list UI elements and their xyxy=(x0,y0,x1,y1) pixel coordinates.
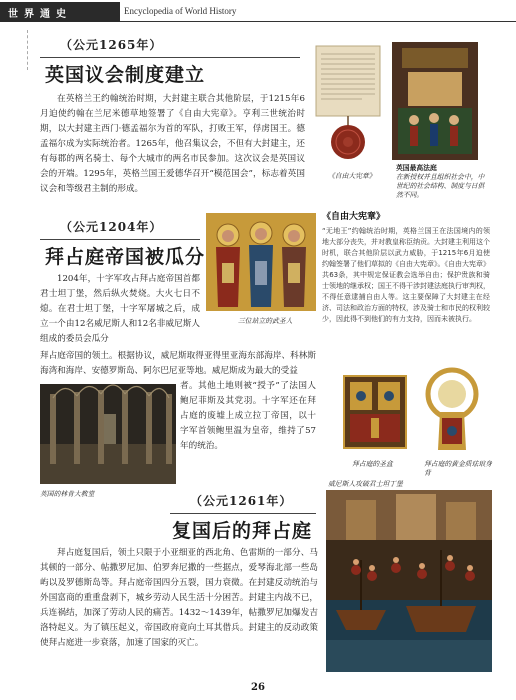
section3-rule xyxy=(170,513,316,514)
header-subtitle: Encyclopedia of World History xyxy=(124,6,237,16)
court-caption-title: 英国最高法庭 xyxy=(396,164,437,172)
cathedral-caption: 英国的林肯大教堂 xyxy=(40,490,95,498)
page-number: 26 xyxy=(251,682,265,693)
siege-image xyxy=(326,490,492,672)
medallion-image xyxy=(420,364,484,456)
section2-body-full: 拜占庭帝国的领土。根据协议，威尼斯取得亚得里亚海东部海岸、科林斯海湾和海岸、安德罗斯岛、阿尔巴尼亚等地。威尼斯成为最大的受益 xyxy=(40,351,316,376)
margin-ornament xyxy=(10,30,28,70)
sidebar-magna-carta xyxy=(322,212,490,325)
charter-image xyxy=(312,44,384,164)
court-image xyxy=(392,42,478,160)
saints-image xyxy=(206,213,316,311)
header-rule xyxy=(120,21,516,22)
court-caption xyxy=(396,164,488,200)
section1-rule xyxy=(40,57,300,58)
section3-body: 拜占庭复国后，领土只限于小亚细亚的西北角、色雷斯的一部分、马其顿的一部分、帖撒罗尼加、伯罗奔尼撒的一些据点，爱琴海北部一些岛屿以及罗德斯岛等。拜占庭帝国四分五裂，国力衰微。在封建反动统治与外国富商的重重盘剥下，城乡劳动人民生活十分困苦。封建主内战不已，兵连祸结，加深了劳动人民的痛苦。1432～1439年，帖撒罗尼加爆发吉洛特起义。为了镇压起义，帝国政府竟向土耳其借兵。封建主的反动政策使拜占庭进一步衰落，加速了国家的灭亡。 xyxy=(40,548,318,648)
header-band-text: 世界通史 xyxy=(8,9,72,20)
section1-year: （公元1265年） xyxy=(60,38,163,52)
medallion-caption: 拜占庭的黄金质珐琅身背 xyxy=(424,460,492,477)
siege-caption: 威尼斯人攻破君士坦丁堡 xyxy=(328,480,403,488)
section2-year: （公元1204年） xyxy=(60,220,163,234)
reliquary-caption: 拜占庭的圣盒 xyxy=(352,460,393,468)
section2-title: 拜占庭帝国被瓜分 xyxy=(45,246,206,268)
charter-caption: 《自由大宪章》 xyxy=(328,172,376,180)
section3-year: （公元1261年） xyxy=(190,494,293,508)
section2-body-right: 者。其他土地则被“授予”了法国人鲍尼菲斯及其党羽。十字军还在拜占庭的废墟上成立拉丁帝国，以十字军首领鲍里温为皇帝，维持了57年的统治。 xyxy=(180,381,316,451)
cathedral-image xyxy=(40,384,176,484)
saints-caption: 三位站立的武圣人 xyxy=(238,317,293,325)
header-band xyxy=(0,2,120,22)
court-caption-desc: 在新授权并且组织社会中，中世纪的社会结构、制度与日俱然不同。 xyxy=(396,173,485,199)
section3-title: 复国后的拜占庭 xyxy=(172,520,313,542)
page-header xyxy=(0,0,516,26)
section2-body-top: 1204年，十字军攻占拜占庭帝国首都君士坦丁堡，然后纵火焚烧。大火七日不熄。在君士坦丁堡，十字军屠城之后，成立一个由12名威尼斯人和12名非威尼斯人组成的委员会瓜分 xyxy=(40,274,200,344)
sidebar-body: “无地王”约翰统治时期，英格兰国王在法国境内的领地大部分丧失，并对教皇称臣纳贡。大封建主利用这个时机，联合其他阶层以武力威胁，于1215年6月迫使约翰签署了他们草拟的《自由大宪章》。《自由大宪章》共63条，其中规定保证教会选举自由；保护贵族和骑士领地的继承权；国王不得干涉封建法庭执行审判权，不得任意逮捕自由人等。这主要保障了大封建主在经济、司法和政治方面的特权，涉及骑士和市民的权利较少，因此得不到他们的有力支持，因而未被执行。 xyxy=(322,227,490,323)
section2-rule xyxy=(40,239,200,240)
sidebar-head: 《自由大宪章》 xyxy=(322,212,386,222)
section1-title: 英国议会制度建立 xyxy=(45,64,206,86)
reliquary-image xyxy=(338,370,412,454)
section1-body: 在英格兰王约翰统治时期，大封建主联合其他阶层，于1215年6月迫使约翰在兰尼米德草地签署了《自由大宪章》。亨利三世统治时期，以大封建主西门·德孟福尔为首的军队，打败王军，俘虏国王。德孟福尔成为实际统治者。1265年，他召集议会，不但有大封建主，还有每郡的两名骑士、每个大城市的两名市民参加。这次议会是英国议会的开端。1295年，英格兰国王爱德华召开“模范国会”，标志着英国议会和等级君主制的形成。 xyxy=(40,94,305,194)
